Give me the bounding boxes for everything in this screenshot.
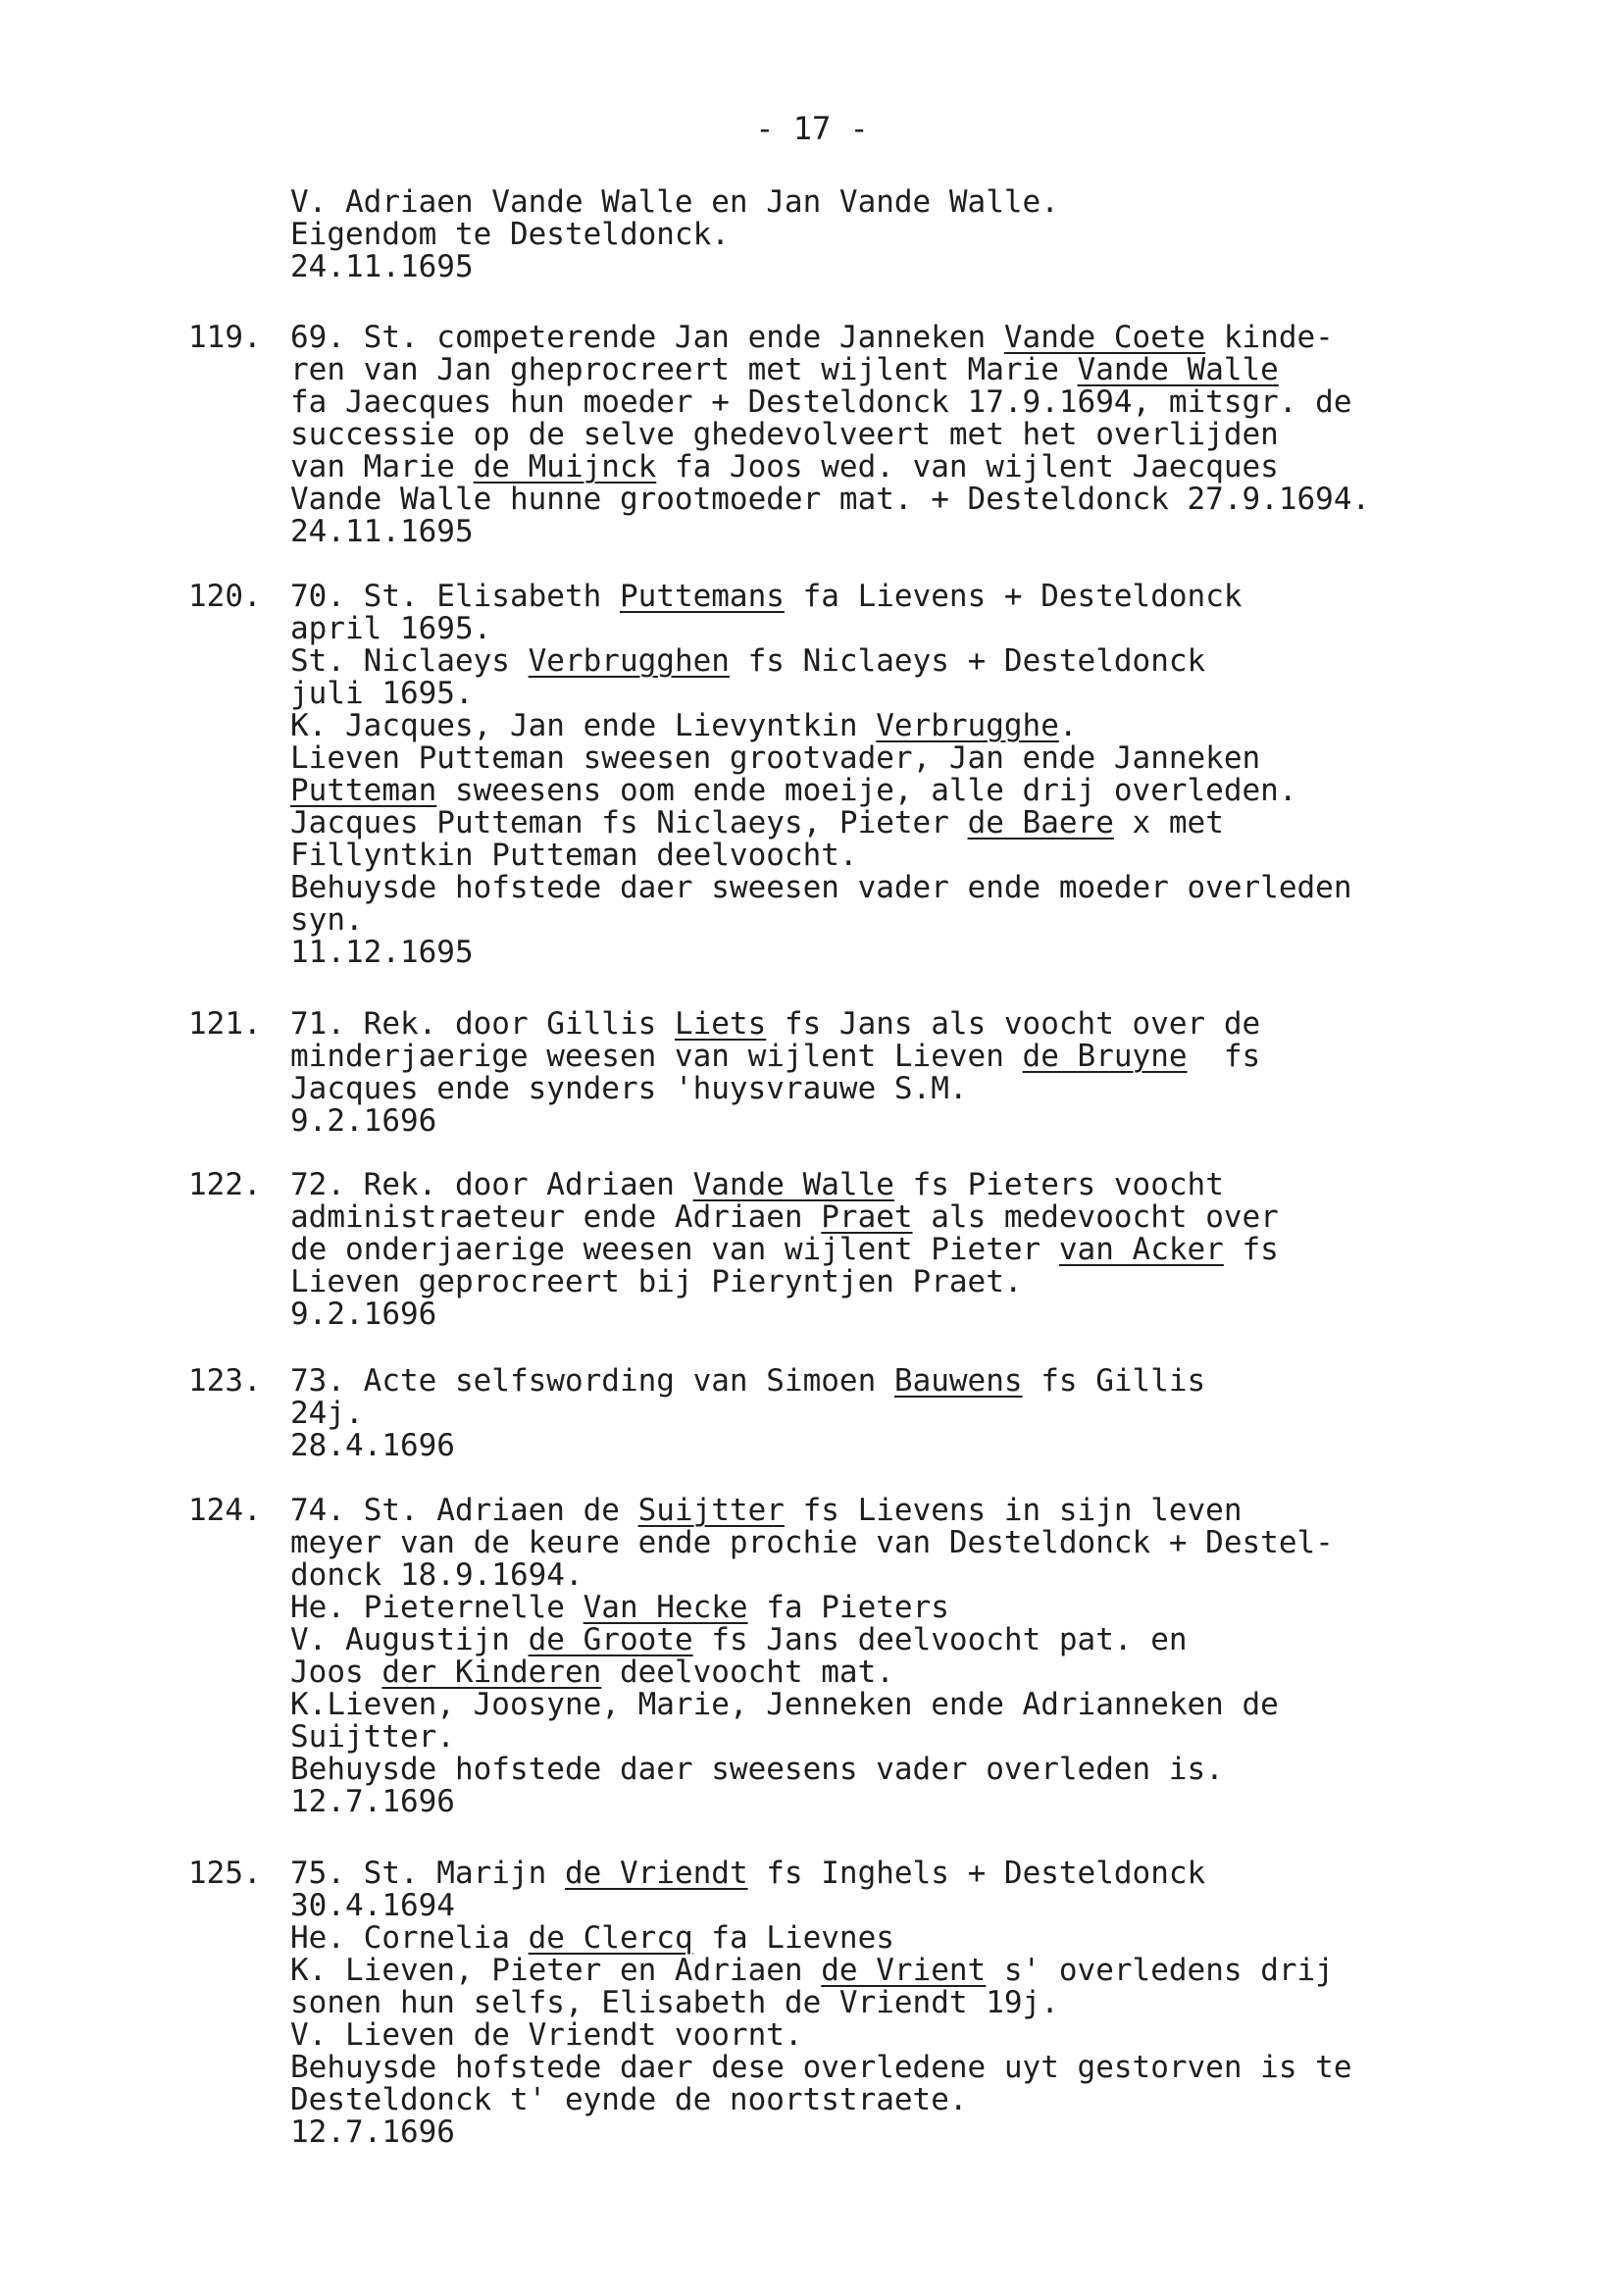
text-line: Desteldonck t' eynde de noortstraete. (290, 2082, 968, 2117)
text-line: 28.4.1696 (290, 1428, 455, 1463)
underlined-name: Vande Coete (1003, 320, 1206, 355)
entry-text (290, 1008, 1565, 1138)
text-line: 74. St. Adriaen de Suijtter fs Lievens in sijn leven (290, 1493, 1243, 1528)
entry-number: 125. (188, 1856, 262, 1891)
underlined-name: Vande Walle (1077, 352, 1279, 387)
text-line: 75. St. Marijn de Vriendt fs Inghels + Desteldonck (290, 1856, 1206, 1891)
underlined-name: de Baere (967, 805, 1114, 840)
text-line: Jacques ende synders 'huysvrauwe S.M. (290, 1071, 968, 1106)
text-line: K. Jacques, Jan ende Lievyntkin Verbrugghe. (290, 708, 1078, 743)
entry-text (290, 322, 1565, 548)
text-line: Eigendom te Desteldonck. (290, 217, 730, 252)
text-line: Jacques Putteman fs Niclaeys, Pieter de Baere x met (290, 805, 1224, 840)
underlined-name: Puttemans (619, 579, 785, 614)
text-line: He. Pieternelle Van Hecke fa Pieters (290, 1590, 949, 1625)
underlined-name: Liets (674, 1006, 767, 1042)
text-line: 70. St. Elisabeth Puttemans fa Lievens + Desteldonck (290, 579, 1243, 614)
underlined-name: de Clercq (528, 1920, 693, 1956)
text-line: Fillyntkin Putteman deelvoocht. (290, 838, 858, 873)
page-number: - 17 - (755, 110, 869, 147)
underlined-name: de Vriendt (564, 1856, 748, 1891)
underlined-name: de Groote (528, 1622, 693, 1657)
entry-text (290, 1169, 1565, 1331)
text-line: 12.7.1696 (290, 1784, 455, 1819)
text-line: syn. (290, 902, 364, 938)
underlined-name: Verbrugghen (528, 643, 730, 679)
text-line: Putteman sweesens oom ende moeije, alle drij overleden. (290, 773, 1297, 808)
text-line: Behuysde hofstede daer sweesens vader overleden is. (290, 1752, 1224, 1787)
text-line: fa Jaecques hun moeder + Desteldonck 17.9.1694, mitsgr. de (290, 384, 1352, 420)
text-line: V. Adriaen Vande Walle en Jan Vande Walle. (290, 184, 1059, 220)
underlined-name: de Bruyne (1022, 1039, 1188, 1074)
text-line: 9.2.1696 (290, 1103, 437, 1139)
underlined-name: Praet (821, 1199, 913, 1235)
text-line: successie op de selve ghedevolveert met het overlijden (290, 417, 1279, 452)
text-line: 9.2.1696 (290, 1297, 437, 1332)
entry-text (290, 581, 1565, 969)
text-line: 72. Rek. door Adriaen Vande Walle fs Pieters voocht (290, 1167, 1224, 1202)
text-line: april 1695. (290, 611, 492, 646)
text-line: Suijtter. (290, 1719, 455, 1755)
underlined-name: Verbrugghe (876, 708, 1059, 743)
underlined-name: Suijtter (637, 1493, 785, 1528)
text-line: Lieven geprocreert bij Pieryntjen Praet. (290, 1264, 1023, 1299)
underlined-name: van Acker (1058, 1232, 1224, 1267)
text-line: V. Lieven de Vriendt voornt. (290, 2017, 803, 2053)
text-line: 69. St. competerende Jan ende Janneken Vande Coete kinde- (290, 320, 1334, 355)
text-line: donck 18.9.1694. (290, 1557, 584, 1593)
entry-number: 124. (188, 1493, 262, 1528)
text-line: St. Niclaeys Verbrugghen fs Niclaeys + Desteldonck (290, 643, 1206, 679)
underlined-name: Van Hecke (583, 1590, 748, 1625)
text-line: 24.11.1695 (290, 514, 474, 549)
text-line: ren van Jan gheprocreert met wijlent Marie Vande Walle (290, 352, 1279, 387)
underlined-name: de Muijnck (473, 449, 657, 484)
underlined-name: de Vrient (821, 1953, 987, 1988)
text-line: Vande Walle hunne grootmoeder mat. + Desteldonck 27.9.1694. (290, 482, 1371, 517)
entry-text (290, 1858, 1565, 2149)
underlined-name: Putteman (290, 773, 437, 808)
text-line: V. Augustijn de Groote fs Jans deelvoocht pat. en (290, 1622, 1188, 1657)
text-line: administraeteur ende Adriaen Praet als medevoocht over (290, 1199, 1279, 1235)
entry-number: 122. (188, 1167, 262, 1202)
underlined-name: der Kinderen (381, 1655, 602, 1690)
text-line: de onderjaerige weesen van wijlent Pieter van Acker fs (290, 1232, 1279, 1267)
entry-text (290, 1495, 1565, 1818)
text-line: 11.12.1695 (290, 935, 474, 970)
text-line: meyer van de keure ende prochie van Desteldonck + Destel- (290, 1525, 1334, 1560)
text-line: Joos der Kinderen deelvoocht mat. (290, 1655, 894, 1690)
text-line: K.Lieven, Joosyne, Marie, Jenneken ende Adrianneken de (290, 1687, 1279, 1722)
entry-number: 120. (188, 579, 262, 614)
text-line: Lieven Putteman sweesen grootvader, Jan ende Janneken (290, 740, 1261, 776)
entry-number: 119. (188, 320, 262, 355)
underlined-name: Bauwens (893, 1363, 1023, 1399)
text-line: minderjaerige weesen van wijlent Lieven de Bruyne fs (290, 1039, 1261, 1074)
entry-number: 123. (188, 1363, 262, 1399)
text-line: He. Cornelia de Clercq fa Lievnes (290, 1920, 894, 1956)
text-line: 24j. (290, 1396, 364, 1431)
entry-text (290, 186, 1565, 283)
text-line: 12.7.1696 (290, 2114, 455, 2150)
text-line: 71. Rek. door Gillis Liets fs Jans als voocht over de (290, 1006, 1261, 1042)
text-line: 30.4.1694 (290, 1888, 455, 1923)
text-line: Behuysde hofstede daer dese overledene uyt gestorven is te (290, 2050, 1352, 2085)
text-line: van Marie de Muijnck fa Joos wed. van wijlent Jaecques (290, 449, 1279, 484)
text-line: Behuysde hofstede daer sweesen vader ende moeder overleden (290, 870, 1352, 905)
text-line: juli 1695. (290, 676, 474, 711)
underlined-name: Vande Walle (692, 1167, 894, 1202)
text-line: 24.11.1695 (290, 249, 474, 284)
text-line: K. Lieven, Pieter en Adriaen de Vrient s' overledens drij (290, 1953, 1334, 1988)
entry-number: 121. (188, 1006, 262, 1042)
text-line: 73. Acte selfswording van Simoen Bauwens fs Gillis (290, 1363, 1206, 1399)
text-line: sonen hun selfs, Elisabeth de Vriendt 19j. (290, 1985, 1059, 2020)
entry-text (290, 1365, 1565, 1462)
